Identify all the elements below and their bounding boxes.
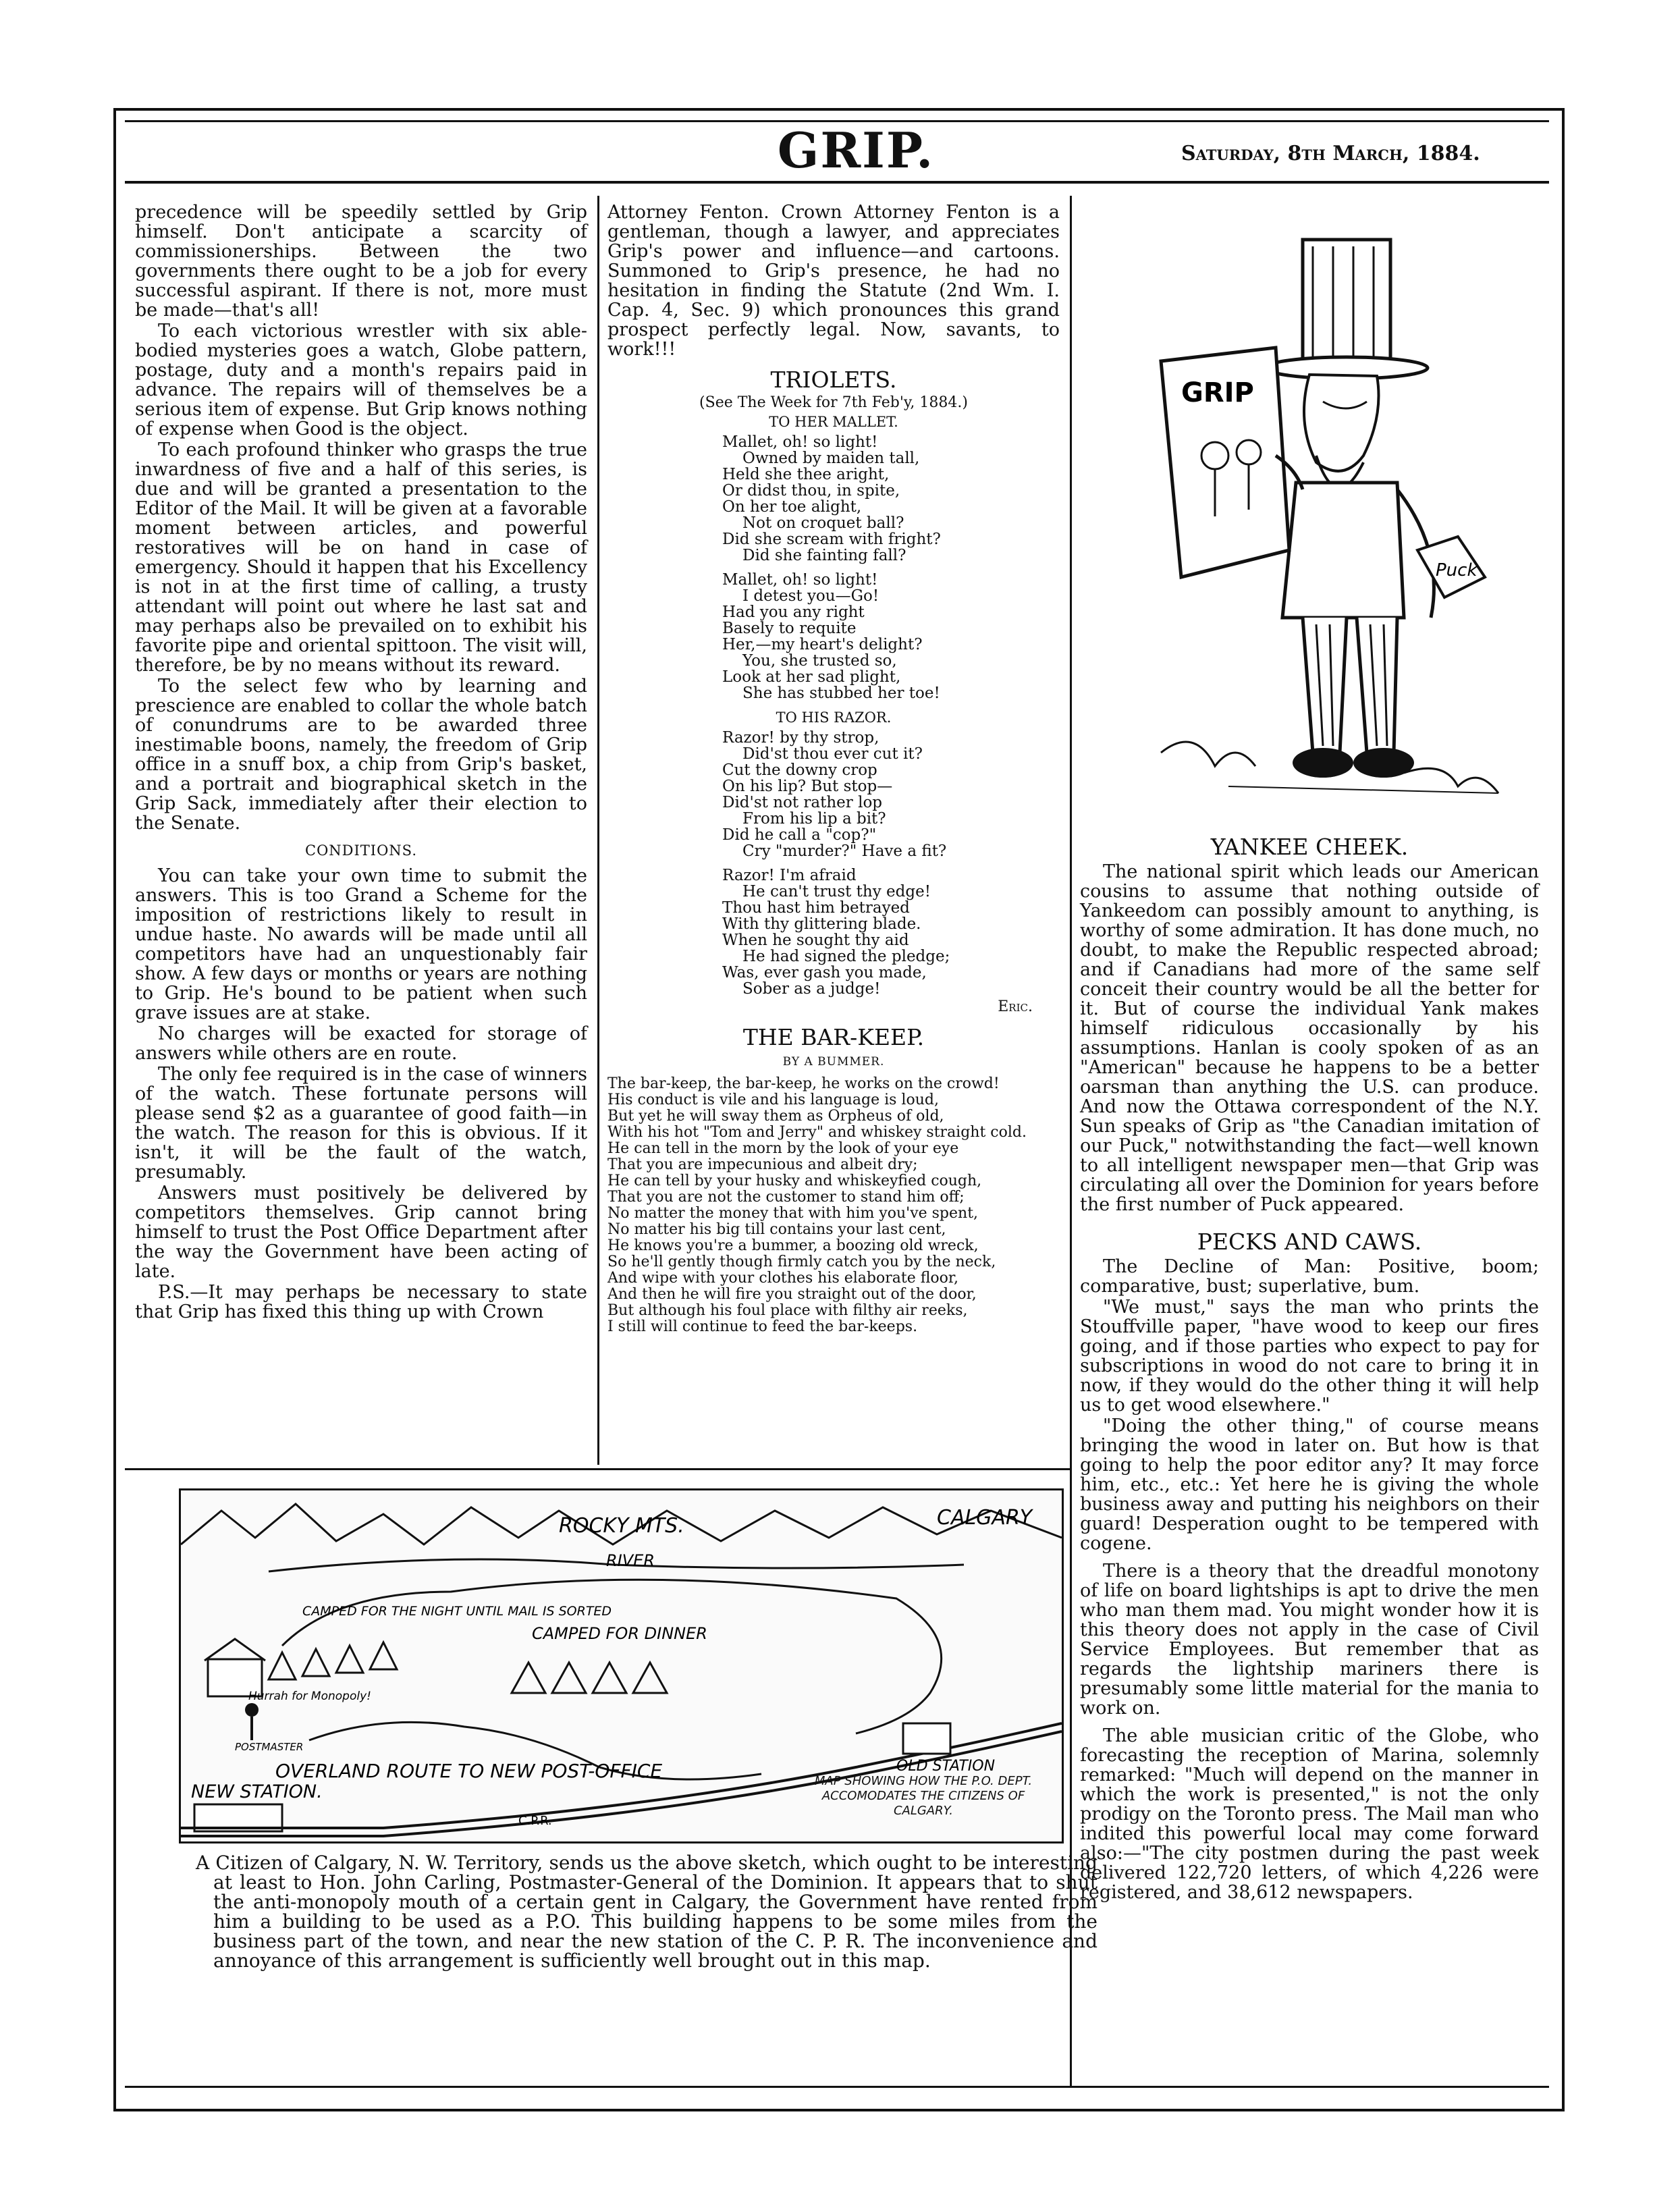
condition-paragraph: The only fee required is in the case of winners of the watch. These fortunate persons will please send $2 as a guarantee of good faith—in the watch. The reason for this is obvious. If it isn't, it will be the fault of the watch, presumably.: [135, 1064, 587, 1183]
map-label-new-station: NEW STATION.: [191, 1781, 323, 1802]
triolets-note: (See The Week for 7th Feb'y, 1884.): [699, 394, 968, 411]
yankee-cheek-text: The national spirit which leads our American cousins to assume that nothing outside of Yankeedom can possibly amount to anything, is worthy of some admiration. It has done much, no doubt, to make the Republic respected abroad; and if Canadians had more of the same self conceit their country would be all the better for it. But of course the individual Yank makes himself ridiculous occasionally by his assumptions. Hanlan is cooly spoken of as an "American" because he happens to be a better oarsman than anything the U.S. can produce. And now the Ottawa correspondent of the N.Y. Sun speaks of Grip as "the Canadian imitation of our Puck," notwithstanding the fact—well known to all intelligent newspaper men—that Grip was circulating all over the Dominion for years before the first number of Puck appeared.: [1080, 861, 1539, 1215]
middle-column: [607, 203, 1060, 1335]
header-rule-bottom: [125, 181, 1549, 184]
poem-line: Look at her sad plight,: [722, 668, 901, 686]
poem-line: Mallet, oh! so light!: [722, 433, 878, 451]
poem-line: Cut the downy crop: [722, 761, 877, 779]
map-label-rocky: ROCKY MTS.: [559, 1514, 684, 1538]
poem-line: With his hot "Tom and Jerry" and whiskey straight cold.: [607, 1124, 1027, 1141]
poem-line: Did'st thou ever cut it?: [742, 745, 923, 763]
triolets-title: TRIOLETS.: [770, 367, 897, 393]
left-paragraph: To each profound thinker who grasps the true inwardness of five and a half of this series, is due and will be granted a presentation to the Editor of the Mail. It will be given at a favorable moment between articles, and powerful restoratives will be on hand in case of emergency. Should it happen that his Excellency is not in at the first time of calling, a trusty attendant will point out where he last sat and may perhaps also be prevailed on to exhibit his favorite pipe and oriental spittoon. The visit will, therefore, be by no means without its reward.: [135, 439, 587, 676]
barkeep-byline: BY A BUMMER.: [782, 1055, 885, 1069]
poem-line: Razor! I'm afraid: [722, 867, 857, 884]
poem-line: That you are not the customer to stand him off;: [607, 1189, 965, 1206]
calgary-map: [179, 1488, 1064, 1843]
masthead-title: GRIP.: [777, 122, 935, 179]
poem-line: So he'll gently though firmly catch you by the neck,: [607, 1254, 996, 1270]
razor-title: TO HIS RAZOR.: [776, 709, 892, 726]
razor-signature: Eric.: [998, 998, 1033, 1015]
barkeep-poem: [607, 1076, 1060, 1335]
footer-rule: [125, 2086, 1549, 2088]
calgary-map-sketch: [181, 1490, 1062, 1841]
map-caption: [196, 1853, 1098, 1970]
poem-line: His conduct is vile and his language is loud,: [607, 1092, 939, 1108]
mallet-poem: [715, 434, 1060, 701]
poem-line: He had signed the pledge;: [742, 948, 950, 965]
poem-line: Held she thee aright,: [722, 466, 890, 483]
poem-line: Or didst thou, in spite,: [722, 482, 900, 500]
map-label-calgary: CALGARY: [937, 1506, 1033, 1530]
poem-line: Not on croquet ball?: [742, 514, 904, 532]
map-label-camped-night: CAMPED FOR THE NIGHT UNTIL MAIL IS SORTED: [302, 1604, 612, 1619]
barkeep-title: THE BAR-KEEP.: [742, 1024, 925, 1050]
razor-poem: [715, 730, 1060, 997]
left-column: [135, 203, 587, 1323]
poem-line: With thy glittering blade.: [722, 915, 921, 933]
masthead-date: Saturday, 8th March, 1884.: [1181, 142, 1480, 165]
poem-line: That you are impecunious and albeit dry;: [607, 1156, 918, 1173]
pecks-paragraph: There is a theory that the dreadful monotony of life on board lightships is apt to drive the men who man them mad. You might wonder how it is this theory does not apply in the case of Civil Service Employees. But remember that as regards the lightship mariners there is presumably some little material for the mania to work on.: [1080, 1561, 1539, 1719]
poem-line: The bar-keep, the bar-keep, he works on the crowd!: [607, 1075, 1000, 1092]
conditions-heading: CONDITIONS.: [305, 842, 417, 859]
column-rule-2: [1070, 196, 1072, 2086]
poem-line: On her toe alight,: [722, 498, 862, 516]
left-paragraph: To each victorious wrestler with six able-bodied mysteries goes a watch, Globe pattern, postage, duty and a month's repairs paid in advance. The repairs will of themselves be a serious item of expense. But Grip knows nothing of expense when Good is the object.: [135, 321, 587, 439]
mallet-title: TO HER MALLET.: [769, 414, 898, 430]
grip-paper-label: GRIP: [1181, 377, 1254, 408]
poem-line: But yet he will sway them as Orpheus of old,: [607, 1108, 944, 1125]
map-section-rule: [125, 1468, 1070, 1470]
poem-line: Sober as a judge!: [742, 980, 881, 998]
left-paragraph: To the select few who by learning and prescience are enabled to collar the whole batch of conundrums are to be awarded three inestimable boons, namely, the freedom of Grip office in a snuff box, a chip from Grip's basket, and a portrait and biographical sketch in the Grip Sack, immediately after their election to the Senate.: [135, 676, 587, 834]
column-rule-1: [597, 196, 599, 1465]
pecks-paragraph: The Decline of Man: Positive, boom; comparative, bust; superlative, bum.: [1080, 1256, 1539, 1297]
poem-line: Had you any right: [722, 603, 865, 621]
poem-line: And then he will fire you straight out of the door,: [607, 1286, 977, 1303]
right-column: [1080, 834, 1539, 1904]
pecks-paragraph: "Doing the other thing," of course means bringing the wood in later on. But how is that going to help the poor editor any? It may force him, etc., etc.: Yet here he is giving the whole business away and putting his neighbors on their guard! Desperation ought to be tempered with cogene.: [1080, 1416, 1539, 1554]
condition-paragraph: Answers must positively be delivered by competitors themselves. Grip cannot bring himself to trust the Post Office Department after the way the Government have been acting of late.: [135, 1183, 587, 1282]
poem-line: Did'st not rather lop: [722, 794, 883, 811]
tents-icon: [269, 1642, 397, 1679]
poem-line: Owned by maiden tall,: [742, 450, 920, 467]
map-label-postmaster: POSTMASTER: [235, 1741, 304, 1753]
poem-line: On his lip? But stop—: [722, 778, 893, 795]
poem-line: Her,—my heart's delight?: [722, 636, 923, 653]
map-caption-text: A Citizen of Calgary, N. W. Territory, sends us the above sketch, which ought to be interesting at least to Hon. John Carling, Postmaster-General of the Dominion. It appears that to shut the anti-monopoly mouth of a certain gent in Calgary, the Government have rented from him a building to be used as a P.O. This building happens to be some miles from the business part of the town, and near the new station of the C. P. R. The inconvenience and annoyance of this arrangement is sufficiently well brought out in this map.: [196, 1852, 1098, 1972]
pecks-and-caws-title: PECKS AND CAWS.: [1197, 1229, 1422, 1255]
poem-line: You, she trusted so,: [742, 652, 897, 670]
poem-line: No matter his big till contains your last cent,: [607, 1221, 946, 1238]
poem-line: Cry "murder?" Have a fit?: [742, 842, 947, 860]
pecks-paragraph: "We must," says the man who prints the Stouffville paper, "have wood to keep our fires going, and if those parties who expect to pay for subscriptions in wood do not care to bring it in now, if they would do the other thing it will help us to get wood elsewhere.": [1080, 1297, 1539, 1416]
coat-icon: [1282, 483, 1404, 618]
poem-line: I detest you—Go!: [742, 587, 879, 605]
poem-line: And wipe with your clothes his elaborate floor,: [607, 1270, 958, 1287]
condition-paragraph: No charges will be exacted for storage of answers while others are en route.: [135, 1023, 587, 1064]
map-label-route: OVERLAND ROUTE TO NEW POST-OFFICE: [275, 1760, 663, 1782]
poem-line: He knows you're a bummer, a boozing old wreck,: [607, 1237, 979, 1254]
poem-line: Did she scream with fright?: [722, 531, 941, 548]
fenton-paragraph: Attorney Fenton. Crown Attorney Fenton is a gentleman, though a lawyer, and appreciates Grip's power and influence—and cartoons. Summoned to Grip's presence, he had no hesitation in finding the Statute (2nd Wm. I. Cap. 4, Sec. 9) which pronounces this grand prospect perfectly legal. Now, savants, to work!!!: [607, 202, 1060, 360]
poem-line: Mallet, oh! so light!: [722, 571, 878, 589]
poem-line: But although his foul place with filthy air reeks,: [607, 1302, 968, 1319]
poem-line: He can't trust thy edge!: [742, 883, 931, 900]
poem-line: He can tell in the morn by the look of your eye: [607, 1140, 959, 1157]
left-paragraph: precedence will be speedily settled by Grip himself. Don't anticipate a scarcity of commissionerships. Between the two governments there ought to be a job for every successful aspirant. If there is not, more must be made—that's all!: [135, 202, 587, 321]
yankee-cartoon: [1080, 199, 1539, 827]
puck-label: Puck: [1436, 560, 1478, 581]
condition-paragraph: P.S.—It may perhaps be necessary to state that Grip has fixed this thing up with Crown: [135, 1282, 587, 1322]
poem-line: From his lip a bit?: [742, 810, 886, 828]
map-label-hurrah: Hurrah for Monopoly!: [248, 1690, 371, 1703]
old-station-icon: [903, 1723, 950, 1754]
poem-line: No matter the money that with him you've spent,: [607, 1205, 979, 1222]
map-label-cpr: C.P.R.: [518, 1814, 552, 1828]
yankee-cheek-title: YANKEE CHEEK.: [1210, 834, 1409, 860]
poem-line: He can tell by your husky and whiskeyfied cough,: [607, 1173, 982, 1189]
poem-line: Did she fainting fall?: [742, 547, 906, 564]
condition-paragraph: You can take your own time to submit the answers. This is too Grand a Scheme for the imposition of restrictions likely to result in undue haste. No awards will be made until all competitors have had an unquestionably fair show. A few days or months or years are nothing to Grip. He's bound to be patient when such grave issues are at stake.: [135, 865, 587, 1023]
map-label-camped-dinner: CAMPED FOR DINNER: [532, 1624, 707, 1643]
pecks-paragraph: The able musician critic of the Globe, who forecasting the reception of Marina, solemnly remarked: "Much will depend on the manner in which the work is presented," is not the only prodigy on the Toronto press. The Mail man who indited this powerful local may come forward also:—"The city postmen during the past week delivered 122,720 letters, of which 4,226 were registered, and 38,612 newspapers.: [1080, 1725, 1539, 1903]
map-label-river: RIVER: [606, 1551, 655, 1570]
poem-line: Thou hast him betrayed: [722, 899, 910, 917]
poem-line: Razor! by thy strop,: [722, 729, 879, 747]
poem-line: When he sought thy aid: [722, 932, 909, 949]
route-loop-icon: [282, 1580, 942, 1733]
poem-line: She has stubbed her toe!: [742, 684, 940, 702]
map-legend: MAP SHOWING HOW THE P.O. DEPT. ACCOMODATES THE CITIZENS OF CALGARY.: [814, 1774, 1033, 1818]
poem-line: Basely to requite: [722, 620, 857, 637]
poem-line: Was, ever gash you made,: [722, 964, 927, 981]
poem-line: I still will continue to feed the bar-keeps.: [607, 1318, 918, 1335]
map-label-old-station: OLD STATION: [896, 1758, 996, 1775]
uncle-sam-illustration: [1080, 199, 1539, 827]
poem-line: Did he call a "cop?": [722, 826, 877, 844]
top-hat-icon: [1303, 240, 1390, 368]
